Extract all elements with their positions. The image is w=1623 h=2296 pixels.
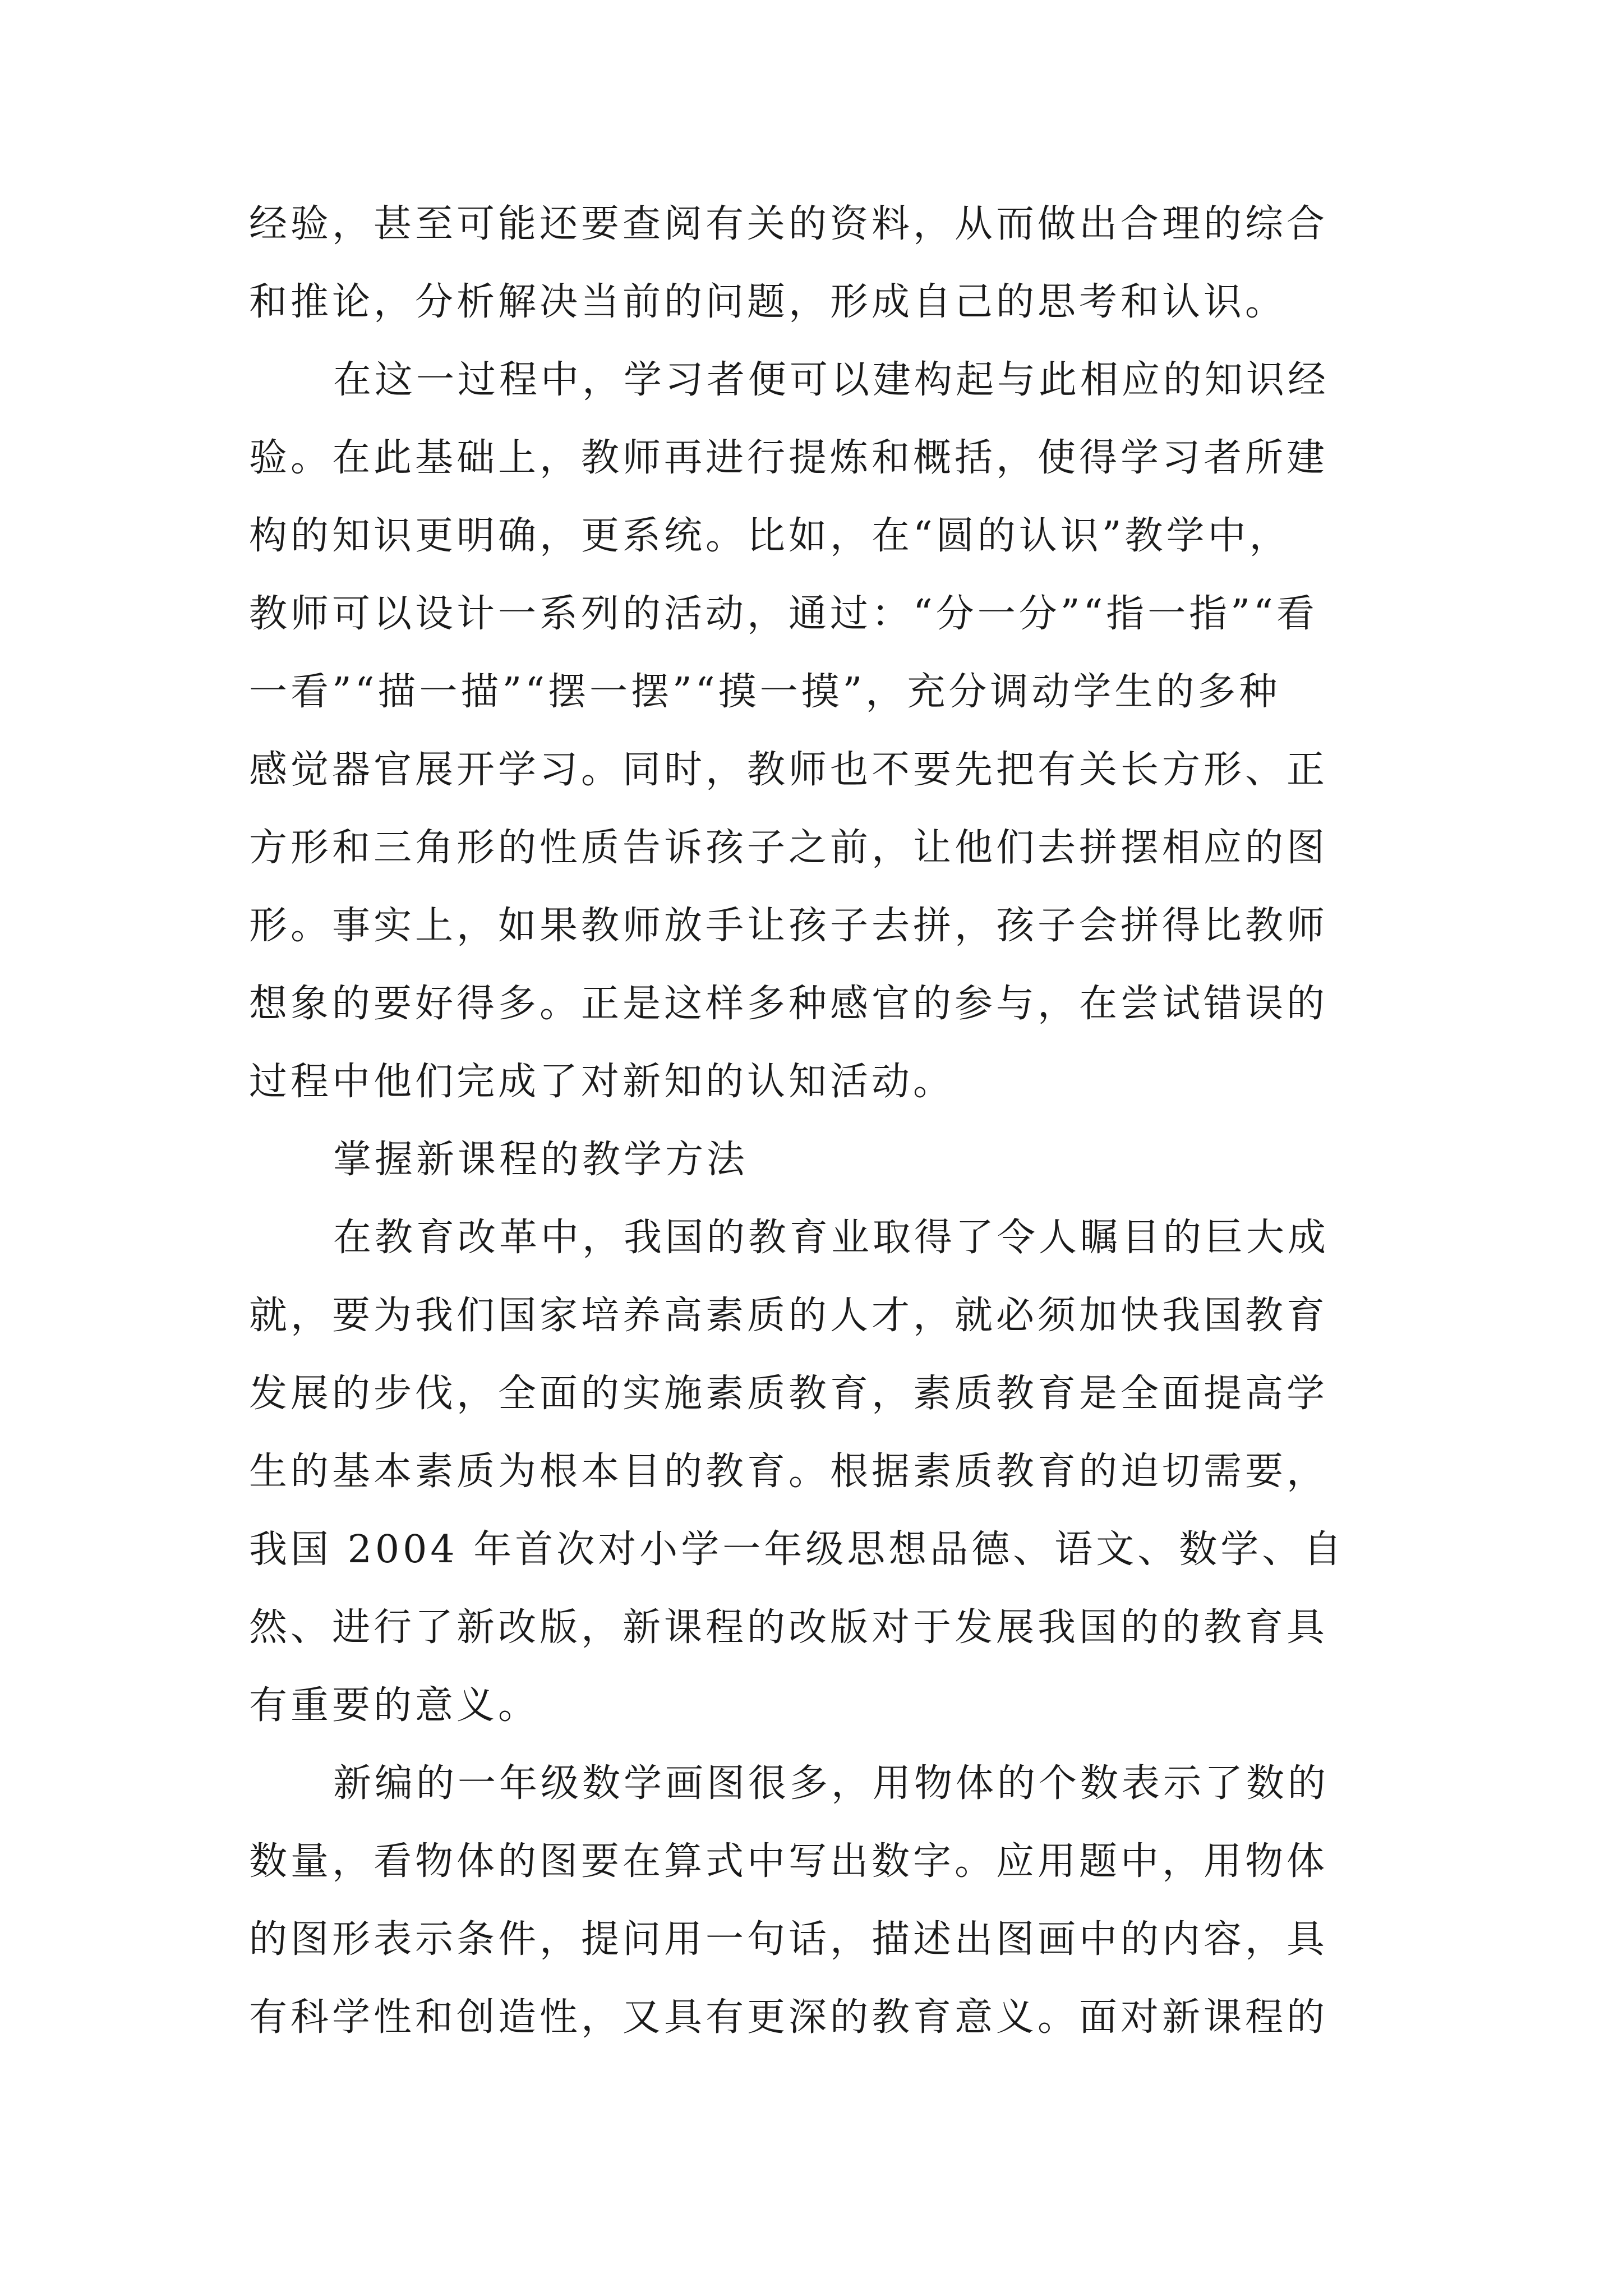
text-line: 在这一过程中，学习者便可以建构起与此相应的知识经 bbox=[333, 358, 1330, 402]
section-heading: 掌握新课程的教学方法 bbox=[333, 1138, 749, 1182]
text-line: 发展的步伐，全面的实施素质教育，素质教育是全面提高学 bbox=[249, 1372, 1329, 1416]
text-line: 我国 2004 年首次对小学一年级思想品德、语文、数学、自 bbox=[249, 1527, 1345, 1572]
text-line: 数量，看物体的图要在算式中写出数字。应用题中，用物体 bbox=[249, 1839, 1329, 1884]
text-line: 经验，甚至可能还要查阅有关的资料，从而做出合理的综合 bbox=[249, 202, 1329, 246]
text-line: 然、进行了新改版，新课程的改版对于发展我国的的教育具 bbox=[249, 1605, 1329, 1650]
text-line: 有科学性和创造性，又具有更深的教育意义。面对新课程的 bbox=[249, 1995, 1329, 2040]
text-line: 的图形表示条件，提问用一句话，描述出图画中的内容，具 bbox=[249, 1917, 1329, 1962]
text-line: 感觉器官展开学习。同时，教师也不要先把有关长方形、正 bbox=[249, 748, 1329, 792]
document-body bbox=[249, 185, 1393, 2056]
text-line: 和推论，分析解决当前的问题，形成自己的思考和认识。 bbox=[249, 280, 1287, 324]
text-line: 有重要的意义。 bbox=[249, 1683, 540, 1728]
text-line: 一看”“描一描”“摆一摆”“摸一摸”，充分调动学生的多种 bbox=[249, 670, 1281, 714]
text-line: 过程中他们完成了对新知的认知活动。 bbox=[249, 1060, 955, 1104]
text-line: 生的基本素质为根本目的教育。根据素质教育的迫切需要， bbox=[249, 1450, 1329, 1494]
text-line: 新编的一年级数学画图很多，用物体的个数表示了数的 bbox=[333, 1761, 1330, 1806]
text-line: 验。在此基础上，教师再进行提炼和概括，使得学习者所建 bbox=[249, 436, 1329, 480]
text-line: 就，要为我们国家培养高素质的人才，就必须加快我国教育 bbox=[249, 1294, 1329, 1338]
text-line: 构的知识更明确，更系统。比如，在“圆的认识”教学中， bbox=[249, 514, 1291, 558]
text-line: 方形和三角形的性质告诉孩子之前，让他们去拼摆相应的图 bbox=[249, 826, 1329, 870]
text-line: 想象的要好得多。正是这样多种感官的参与，在尝试错误的 bbox=[249, 982, 1329, 1026]
text-line: 教师可以设计一系列的活动，通过：“分一分”“指一指”“看 bbox=[249, 592, 1318, 636]
text-line: 在教育改革中，我国的教育业取得了令人瞩目的巨大成 bbox=[333, 1216, 1330, 1260]
text-line: 形。事实上，如果教师放手让孩子去拼，孩子会拼得比教师 bbox=[249, 904, 1329, 948]
